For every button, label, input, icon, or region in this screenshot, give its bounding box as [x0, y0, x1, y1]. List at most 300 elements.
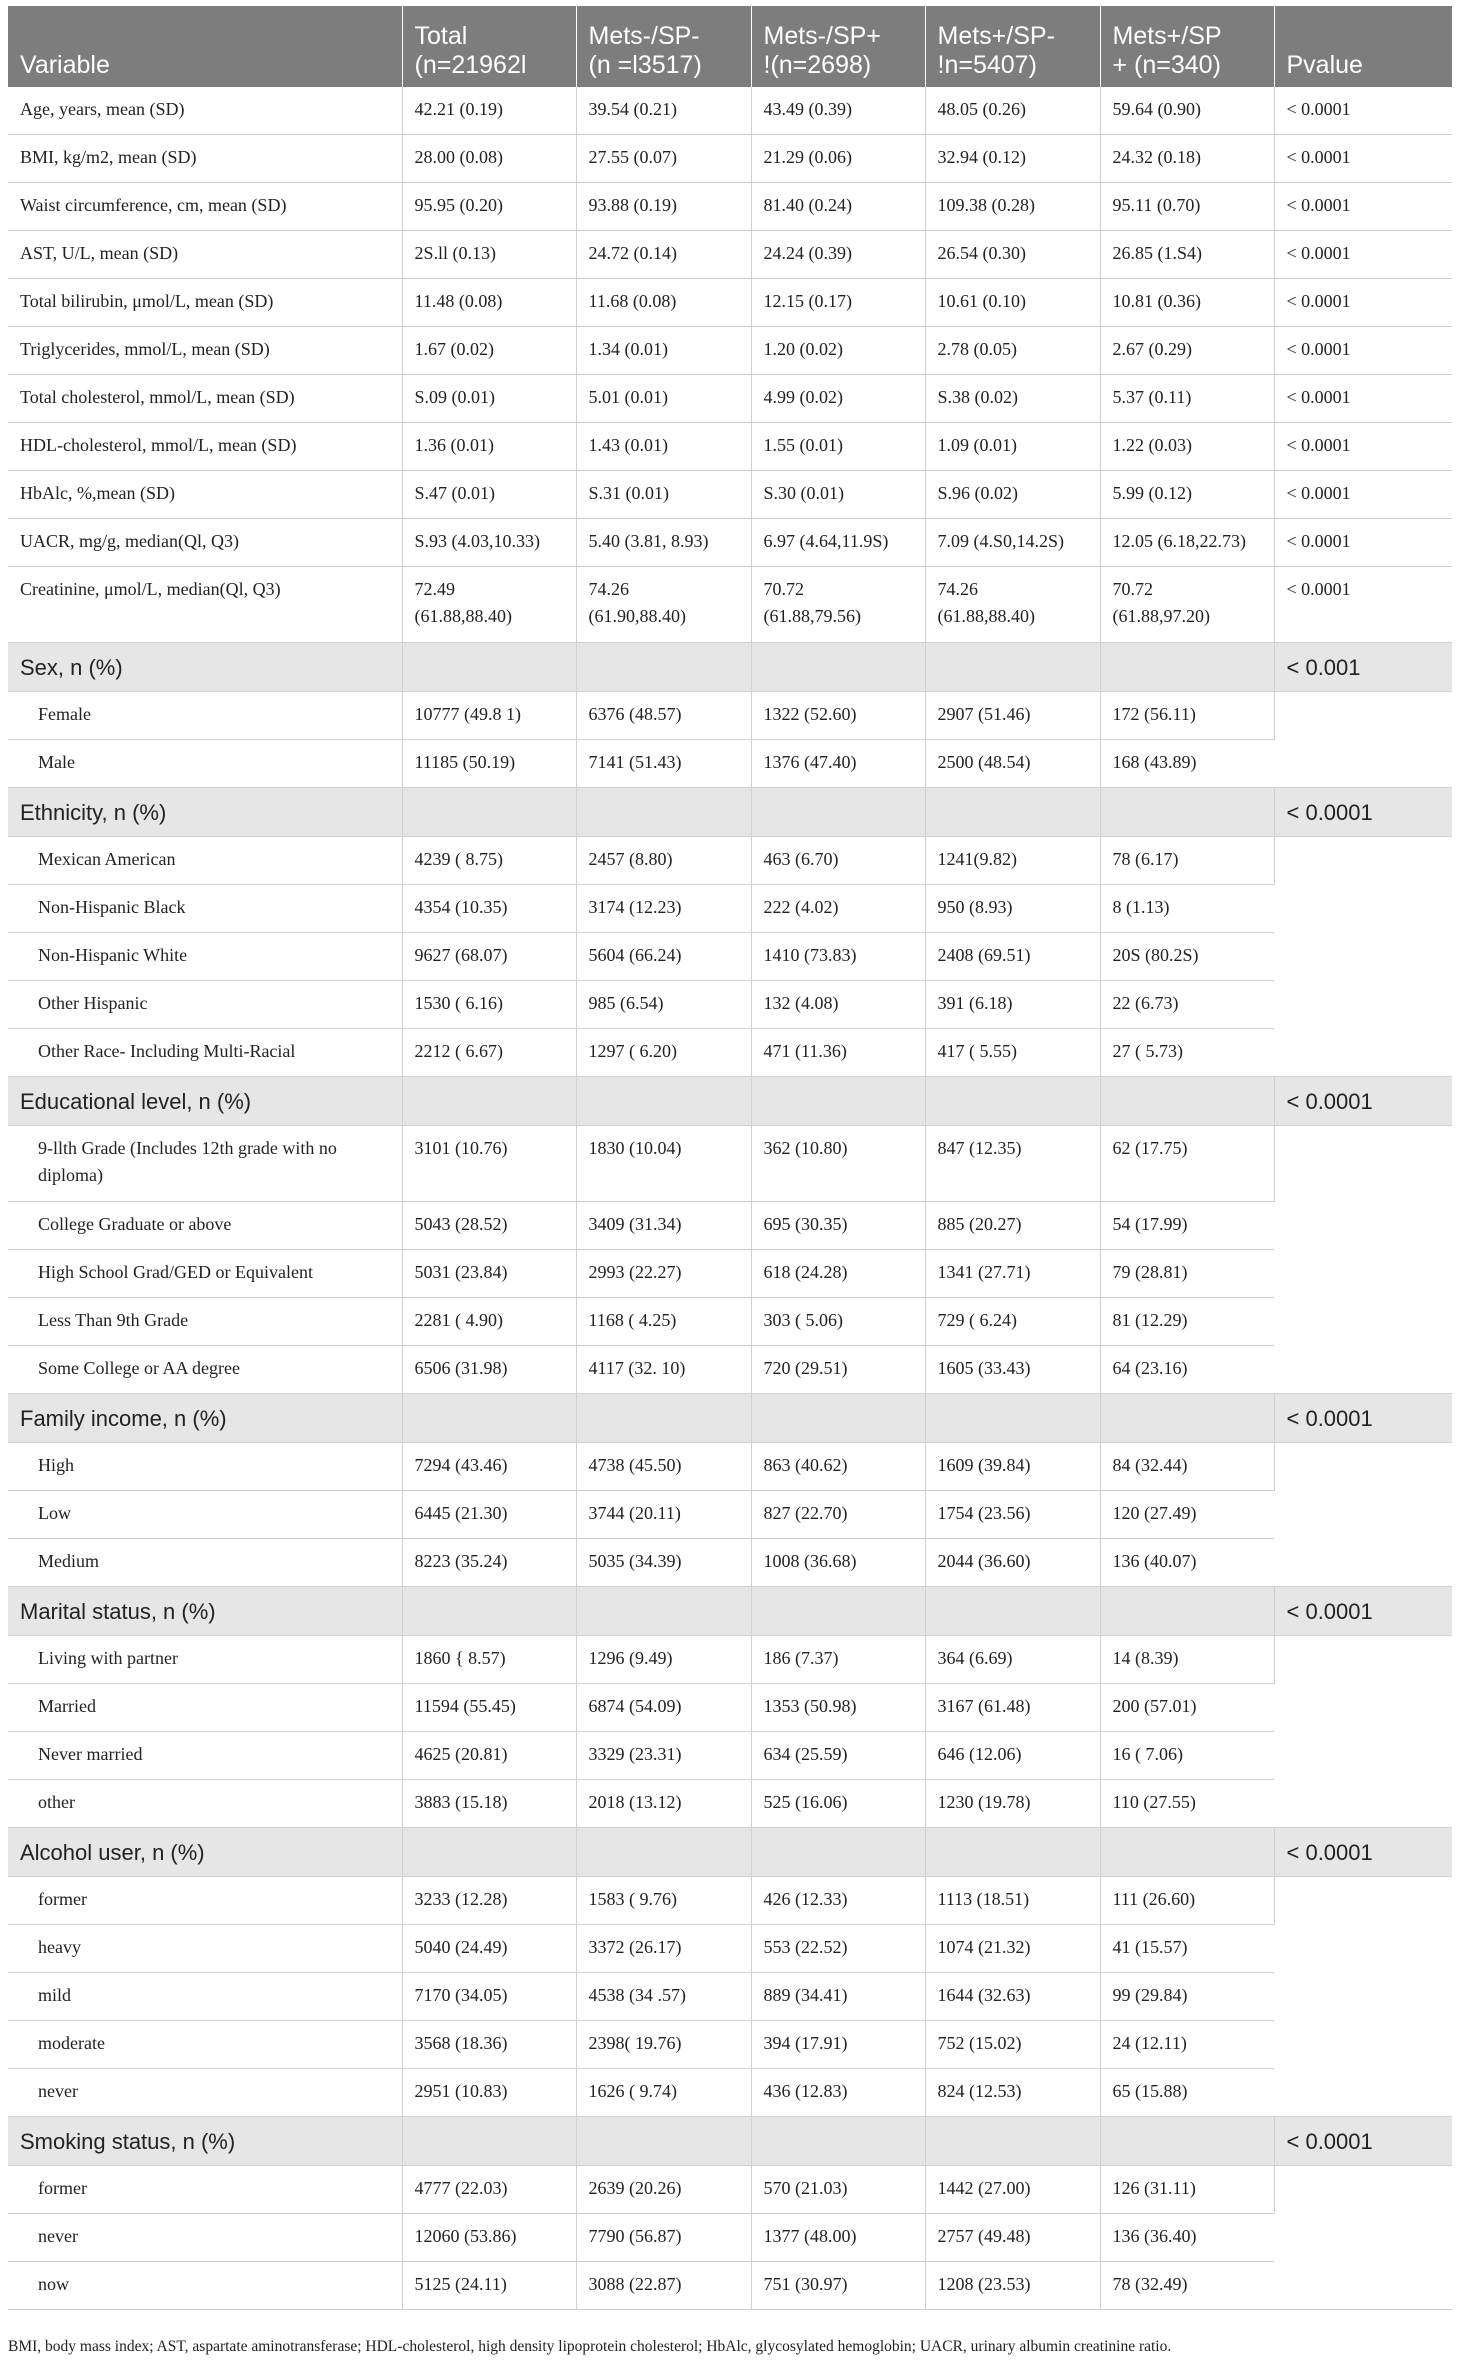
table-row [8, 1029, 1452, 1077]
table-row [8, 2262, 1452, 2310]
category-label: Female [8, 692, 402, 740]
section-empty-cell [1100, 2117, 1274, 2166]
value-cell: 136 (36.40) [1100, 2214, 1274, 2262]
column-header: Variable [8, 6, 402, 87]
value-cell: 78 (6.17) [1100, 837, 1274, 885]
table-row [8, 423, 1452, 471]
value-cell: 5.99 (0.12) [1100, 471, 1274, 519]
value-cell: 5125 (24.11) [402, 2262, 576, 2310]
section-empty-cell [1100, 1828, 1274, 1877]
section-p-value: < 0.0001 [1274, 1828, 1452, 1877]
category-label: Married [8, 1684, 402, 1732]
section-empty-cell [751, 1828, 925, 1877]
value-cell: 1241(9.82) [925, 837, 1100, 885]
table-body [8, 87, 1452, 2310]
p-value-spacer [1274, 1636, 1452, 1828]
value-cell: 4538 (34 .57) [576, 1973, 751, 2021]
value-cell: 7.09 (4.S0,14.2S) [925, 519, 1100, 567]
section-empty-cell [925, 1394, 1100, 1443]
value-cell: 3088 (22.87) [576, 2262, 751, 2310]
table-row [8, 885, 1452, 933]
table-row [8, 1732, 1452, 1780]
table-row [8, 327, 1452, 375]
p-value-cell: < 0.0001 [1274, 423, 1452, 471]
section-empty-cell [751, 788, 925, 837]
value-cell: 4625 (20.81) [402, 1732, 576, 1780]
value-cell: 885 (20.27) [925, 1202, 1100, 1250]
value-cell: 1442 (27.00) [925, 2166, 1100, 2214]
value-cell: 24.72 (0.14) [576, 231, 751, 279]
category-label: former [8, 2166, 402, 2214]
value-cell: 720 (29.51) [751, 1346, 925, 1394]
table-row [8, 375, 1452, 423]
value-cell: 42.21 (0.19) [402, 87, 576, 135]
value-cell: 24.24 (0.39) [751, 231, 925, 279]
value-cell: 1296 (9.49) [576, 1636, 751, 1684]
value-cell: 1113 (18.51) [925, 1877, 1100, 1925]
value-cell: 1830 (10.04) [576, 1126, 751, 1202]
value-cell: 16 ( 7.06) [1100, 1732, 1274, 1780]
value-cell: 1605 (33.43) [925, 1346, 1100, 1394]
section-empty-cell [751, 1587, 925, 1636]
value-cell: 12.15 (0.17) [751, 279, 925, 327]
table-row [8, 1346, 1452, 1394]
value-cell: 14 (8.39) [1100, 1636, 1274, 1684]
variable-label: Triglycerides, mmol/L, mean (SD) [8, 327, 402, 375]
value-cell: 78 (32.49) [1100, 2262, 1274, 2310]
value-cell: 24 (12.11) [1100, 2021, 1274, 2069]
category-label: Other Hispanic [8, 981, 402, 1029]
section-empty-cell [402, 1828, 576, 1877]
value-cell: 168 (43.89) [1100, 740, 1274, 788]
value-cell: 1.36 (0.01) [402, 423, 576, 471]
table-row [8, 519, 1452, 567]
variable-label: BMI, kg/m2, mean (SD) [8, 135, 402, 183]
p-value-spacer [1274, 837, 1452, 1077]
value-cell: 99 (29.84) [1100, 1973, 1274, 2021]
table-row [8, 471, 1452, 519]
value-cell: 70.72 (61.88,97.20) [1100, 567, 1274, 643]
category-label: heavy [8, 1925, 402, 1973]
value-cell: 3101 (10.76) [402, 1126, 576, 1202]
value-cell: 2044 (36.60) [925, 1539, 1100, 1587]
value-cell: S.93 (4.03,10.33) [402, 519, 576, 567]
value-cell: 5031 (23.84) [402, 1250, 576, 1298]
p-value-spacer [1274, 1443, 1452, 1587]
section-empty-cell [576, 1587, 751, 1636]
category-label: mild [8, 1973, 402, 2021]
table-footnote: BMI, body mass index; AST, aspartate aminotransferase; HDL-cholesterol, high density lipoprotein cholesterol; HbAlc, glycosylated hemoglobin; UACR, urinary albumin creatinine ratio. [8, 2338, 1172, 2355]
value-cell: 1.22 (0.03) [1100, 423, 1274, 471]
section-empty-cell [925, 788, 1100, 837]
section-empty-cell [925, 643, 1100, 692]
section-empty-cell [576, 788, 751, 837]
value-cell: 8223 (35.24) [402, 1539, 576, 1587]
variable-label: Total cholesterol, mmol/L, mean (SD) [8, 375, 402, 423]
table-row [8, 183, 1452, 231]
value-cell: 126 (31.11) [1100, 2166, 1274, 2214]
value-cell: 1341 (27.71) [925, 1250, 1100, 1298]
value-cell: 43.49 (0.39) [751, 87, 925, 135]
section-empty-cell [751, 1077, 925, 1126]
value-cell: 27.55 (0.07) [576, 135, 751, 183]
section-title: Alcohol user, n (%) [8, 1828, 402, 1877]
value-cell: 471 (11.36) [751, 1029, 925, 1077]
value-cell: 303 ( 5.06) [751, 1298, 925, 1346]
value-cell: 7294 (43.46) [402, 1443, 576, 1491]
section-empty-cell [402, 788, 576, 837]
column-header: Total (n=21962l [402, 6, 576, 87]
category-label: Living with partner [8, 1636, 402, 1684]
value-cell: 3174 (12.23) [576, 885, 751, 933]
section-empty-cell [576, 643, 751, 692]
value-cell: 5.40 (3.81, 8.93) [576, 519, 751, 567]
value-cell: 64 (23.16) [1100, 1346, 1274, 1394]
section-header-row [8, 1587, 1452, 1636]
section-empty-cell [925, 2117, 1100, 2166]
value-cell: 10.81 (0.36) [1100, 279, 1274, 327]
table-row [8, 1636, 1452, 1684]
section-empty-cell [1100, 643, 1274, 692]
value-cell: 1322 (52.60) [751, 692, 925, 740]
category-label: Non-Hispanic Black [8, 885, 402, 933]
value-cell: 28.00 (0.08) [402, 135, 576, 183]
value-cell: 9627 (68.07) [402, 933, 576, 981]
section-empty-cell [925, 1587, 1100, 1636]
variable-label: HDL-cholesterol, mmol/L, mean (SD) [8, 423, 402, 471]
value-cell: 1626 ( 9.74) [576, 2069, 751, 2117]
p-value-spacer [1274, 1126, 1452, 1394]
value-cell: 74.26 (61.90,88.40) [576, 567, 751, 643]
section-empty-cell [576, 2117, 751, 2166]
section-p-value: < 0.0001 [1274, 1587, 1452, 1636]
category-label: High School Grad/GED or Equivalent [8, 1250, 402, 1298]
value-cell: 4117 (32. 10) [576, 1346, 751, 1394]
section-empty-cell [402, 2117, 576, 2166]
table-row [8, 1684, 1452, 1732]
category-label: never [8, 2214, 402, 2262]
value-cell: 5035 (34.39) [576, 1539, 751, 1587]
value-cell: 84 (32.44) [1100, 1443, 1274, 1491]
value-cell: 2457 (8.80) [576, 837, 751, 885]
value-cell: 889 (34.41) [751, 1973, 925, 2021]
value-cell: 391 (6.18) [925, 981, 1100, 1029]
section-empty-cell [402, 1394, 576, 1443]
value-cell: 21.29 (0.06) [751, 135, 925, 183]
value-cell: 1644 (32.63) [925, 1973, 1100, 2021]
section-empty-cell [925, 1077, 1100, 1126]
value-cell: 863 (40.62) [751, 1443, 925, 1491]
value-cell: 2281 ( 4.90) [402, 1298, 576, 1346]
value-cell: 824 (12.53) [925, 2069, 1100, 2117]
value-cell: 172 (56.11) [1100, 692, 1274, 740]
value-cell: 5.01 (0.01) [576, 375, 751, 423]
value-cell: 2S.ll (0.13) [402, 231, 576, 279]
value-cell: 59.64 (0.90) [1100, 87, 1274, 135]
section-empty-cell [751, 1394, 925, 1443]
table-row [8, 1126, 1452, 1202]
section-p-value: < 0.001 [1274, 643, 1452, 692]
table-row [8, 135, 1452, 183]
value-cell: 1008 (36.68) [751, 1539, 925, 1587]
value-cell: 20S (80.2S) [1100, 933, 1274, 981]
value-cell: 12.05 (6.18,22.73) [1100, 519, 1274, 567]
section-empty-cell [1100, 1077, 1274, 1126]
value-cell: 79 (28.81) [1100, 1250, 1274, 1298]
value-cell: 111 (26.60) [1100, 1877, 1274, 1925]
value-cell: 634 (25.59) [751, 1732, 925, 1780]
value-cell: 3568 (18.36) [402, 2021, 576, 2069]
value-cell: 751 (30.97) [751, 2262, 925, 2310]
value-cell: 2018 (13.12) [576, 1780, 751, 1828]
value-cell: 2500 (48.54) [925, 740, 1100, 788]
value-cell: 1583 ( 9.76) [576, 1877, 751, 1925]
value-cell: 11594 (55.45) [402, 1684, 576, 1732]
value-cell: 417 ( 5.55) [925, 1029, 1100, 1077]
value-cell: 1530 ( 6.16) [402, 981, 576, 1029]
section-empty-cell [751, 643, 925, 692]
value-cell: 7790 (56.87) [576, 2214, 751, 2262]
table-row [8, 837, 1452, 885]
value-cell: 93.88 (0.19) [576, 183, 751, 231]
section-title: Marital status, n (%) [8, 1587, 402, 1636]
value-cell: 2398( 19.76) [576, 2021, 751, 2069]
section-header-row [8, 2117, 1452, 2166]
p-value-cell: < 0.0001 [1274, 279, 1452, 327]
value-cell: 4354 (10.35) [402, 885, 576, 933]
value-cell: 6376 (48.57) [576, 692, 751, 740]
value-cell: 3883 (15.18) [402, 1780, 576, 1828]
value-cell: 5043 (28.52) [402, 1202, 576, 1250]
value-cell: 1353 (50.98) [751, 1684, 925, 1732]
value-cell: 48.05 (0.26) [925, 87, 1100, 135]
table-row [8, 2069, 1452, 2117]
value-cell: 1297 ( 6.20) [576, 1029, 751, 1077]
value-cell: 950 (8.93) [925, 885, 1100, 933]
value-cell: 1074 (21.32) [925, 1925, 1100, 1973]
section-p-value: < 0.0001 [1274, 1077, 1452, 1126]
value-cell: 81.40 (0.24) [751, 183, 925, 231]
table-row [8, 2021, 1452, 2069]
value-cell: 186 (7.37) [751, 1636, 925, 1684]
value-cell: 5040 (24.49) [402, 1925, 576, 1973]
variable-label: HbAlc, %,mean (SD) [8, 471, 402, 519]
value-cell: 1.67 (0.02) [402, 327, 576, 375]
value-cell: 200 (57.01) [1100, 1684, 1274, 1732]
value-cell: 3233 (12.28) [402, 1877, 576, 1925]
column-header: Pvalue [1274, 6, 1452, 87]
value-cell: 1230 (19.78) [925, 1780, 1100, 1828]
section-empty-cell [1100, 1587, 1274, 1636]
table-row [8, 1780, 1452, 1828]
value-cell: 120 (27.49) [1100, 1491, 1274, 1539]
table-row [8, 981, 1452, 1029]
category-label: Low [8, 1491, 402, 1539]
value-cell: 436 (12.83) [751, 2069, 925, 2117]
baseline-characteristics-table-container [8, 6, 1452, 2310]
variable-label: UACR, mg/g, median(Ql, Q3) [8, 519, 402, 567]
table-row [8, 2214, 1452, 2262]
value-cell: 463 (6.70) [751, 837, 925, 885]
value-cell: 3329 (23.31) [576, 1732, 751, 1780]
section-title: Smoking status, n (%) [8, 2117, 402, 2166]
table-row [8, 1250, 1452, 1298]
value-cell: 27 ( 5.73) [1100, 1029, 1274, 1077]
value-cell: S.31 (0.01) [576, 471, 751, 519]
value-cell: 3167 (61.48) [925, 1684, 1100, 1732]
section-title: Educational level, n (%) [8, 1077, 402, 1126]
value-cell: 11.48 (0.08) [402, 279, 576, 327]
table-row [8, 2166, 1452, 2214]
p-value-cell: < 0.0001 [1274, 519, 1452, 567]
table-row [8, 740, 1452, 788]
value-cell: 10777 (49.8 1) [402, 692, 576, 740]
value-cell: 222 (4.02) [751, 885, 925, 933]
value-cell: S.30 (0.01) [751, 471, 925, 519]
value-cell: 10.61 (0.10) [925, 279, 1100, 327]
value-cell: 2907 (51.46) [925, 692, 1100, 740]
variable-label: Total bilirubin, μmol/L, mean (SD) [8, 279, 402, 327]
value-cell: 2951 (10.83) [402, 2069, 576, 2117]
value-cell: 553 (22.52) [751, 1925, 925, 1973]
section-header-row [8, 788, 1452, 837]
value-cell: 1754 (23.56) [925, 1491, 1100, 1539]
value-cell: 24.32 (0.18) [1100, 135, 1274, 183]
value-cell: 41 (15.57) [1100, 1925, 1274, 1973]
value-cell: 32.94 (0.12) [925, 135, 1100, 183]
column-header: Mets+/SP- !n=5407) [925, 6, 1100, 87]
table-row [8, 87, 1452, 135]
value-cell: 525 (16.06) [751, 1780, 925, 1828]
category-label: Non-Hispanic White [8, 933, 402, 981]
value-cell: 426 (12.33) [751, 1877, 925, 1925]
value-cell: 6445 (21.30) [402, 1491, 576, 1539]
value-cell: 1208 (23.53) [925, 2262, 1100, 2310]
p-value-cell: < 0.0001 [1274, 183, 1452, 231]
p-value-cell: < 0.0001 [1274, 567, 1452, 643]
value-cell: 362 (10.80) [751, 1126, 925, 1202]
value-cell: 1377 (48.00) [751, 2214, 925, 2262]
value-cell: 74.26 (61.88,88.40) [925, 567, 1100, 643]
p-value-cell: < 0.0001 [1274, 375, 1452, 423]
value-cell: 1.20 (0.02) [751, 327, 925, 375]
value-cell: 847 (12.35) [925, 1126, 1100, 1202]
value-cell: 22 (6.73) [1100, 981, 1274, 1029]
category-label: former [8, 1877, 402, 1925]
p-value-cell: < 0.0001 [1274, 327, 1452, 375]
value-cell: 12060 (53.86) [402, 2214, 576, 2262]
category-label: 9-llth Grade (Includes 12th grade with no diploma) [8, 1126, 402, 1202]
value-cell: 110 (27.55) [1100, 1780, 1274, 1828]
section-empty-cell [1100, 1394, 1274, 1443]
value-cell: 7141 (51.43) [576, 740, 751, 788]
value-cell: 5.37 (0.11) [1100, 375, 1274, 423]
section-header-row [8, 1828, 1452, 1877]
section-empty-cell [576, 1828, 751, 1877]
value-cell: 2993 (22.27) [576, 1250, 751, 1298]
value-cell: 95.95 (0.20) [402, 183, 576, 231]
section-empty-cell [1100, 788, 1274, 837]
value-cell: 81 (12.29) [1100, 1298, 1274, 1346]
table-row [8, 1491, 1452, 1539]
value-cell: 109.38 (0.28) [925, 183, 1100, 231]
category-label: Medium [8, 1539, 402, 1587]
category-label: Mexican American [8, 837, 402, 885]
p-value-spacer [1274, 692, 1452, 788]
value-cell: 3372 (26.17) [576, 1925, 751, 1973]
table-row [8, 692, 1452, 740]
value-cell: S.09 (0.01) [402, 375, 576, 423]
value-cell: 95.11 (0.70) [1100, 183, 1274, 231]
table-row [8, 567, 1452, 643]
column-header: Mets-/SP- (n =l3517) [576, 6, 751, 87]
value-cell: 695 (30.35) [751, 1202, 925, 1250]
value-cell: 70.72 (61.88,79.56) [751, 567, 925, 643]
variable-label: Age, years, mean (SD) [8, 87, 402, 135]
value-cell: 26.54 (0.30) [925, 231, 1100, 279]
value-cell: 1410 (73.83) [751, 933, 925, 981]
value-cell: 1.34 (0.01) [576, 327, 751, 375]
section-header-row [8, 643, 1452, 692]
table-row [8, 279, 1452, 327]
section-p-value: < 0.0001 [1274, 2117, 1452, 2166]
section-title: Ethnicity, n (%) [8, 788, 402, 837]
value-cell: S.47 (0.01) [402, 471, 576, 519]
value-cell: 4777 (22.03) [402, 2166, 576, 2214]
value-cell: 2212 ( 6.67) [402, 1029, 576, 1077]
column-header: Mets-/SP+ !(n=2698) [751, 6, 925, 87]
value-cell: 985 (6.54) [576, 981, 751, 1029]
p-value-spacer [1274, 1877, 1452, 2117]
p-value-spacer [1274, 2166, 1452, 2310]
section-empty-cell [576, 1077, 751, 1126]
section-empty-cell [925, 1828, 1100, 1877]
table-row [8, 231, 1452, 279]
value-cell: 1860 { 8.57) [402, 1636, 576, 1684]
table-row [8, 933, 1452, 981]
p-value-cell: < 0.0001 [1274, 135, 1452, 183]
table-row [8, 1539, 1452, 1587]
table-row [8, 1202, 1452, 1250]
value-cell: 1.55 (0.01) [751, 423, 925, 471]
p-value-cell: < 0.0001 [1274, 87, 1452, 135]
value-cell: 4239 ( 8.75) [402, 837, 576, 885]
value-cell: 11.68 (0.08) [576, 279, 751, 327]
value-cell: 65 (15.88) [1100, 2069, 1274, 2117]
table-row [8, 1443, 1452, 1491]
value-cell: 1609 (39.84) [925, 1443, 1100, 1491]
value-cell: 618 (24.28) [751, 1250, 925, 1298]
value-cell: 1168 ( 4.25) [576, 1298, 751, 1346]
value-cell: 3744 (20.11) [576, 1491, 751, 1539]
section-p-value: < 0.0001 [1274, 788, 1452, 837]
category-label: Other Race- Including Multi-Racial [8, 1029, 402, 1077]
p-value-cell: < 0.0001 [1274, 231, 1452, 279]
value-cell: 729 ( 6.24) [925, 1298, 1100, 1346]
value-cell: 132 (4.08) [751, 981, 925, 1029]
variable-label: AST, U/L, mean (SD) [8, 231, 402, 279]
category-label: College Graduate or above [8, 1202, 402, 1250]
value-cell: S.38 (0.02) [925, 375, 1100, 423]
category-label: never [8, 2069, 402, 2117]
value-cell: 827 (22.70) [751, 1491, 925, 1539]
variable-label: Waist circumference, cm, mean (SD) [8, 183, 402, 231]
section-empty-cell [402, 643, 576, 692]
value-cell: 570 (21.03) [751, 2166, 925, 2214]
category-label: Some College or AA degree [8, 1346, 402, 1394]
category-label: other [8, 1780, 402, 1828]
value-cell: 1.09 (0.01) [925, 423, 1100, 471]
